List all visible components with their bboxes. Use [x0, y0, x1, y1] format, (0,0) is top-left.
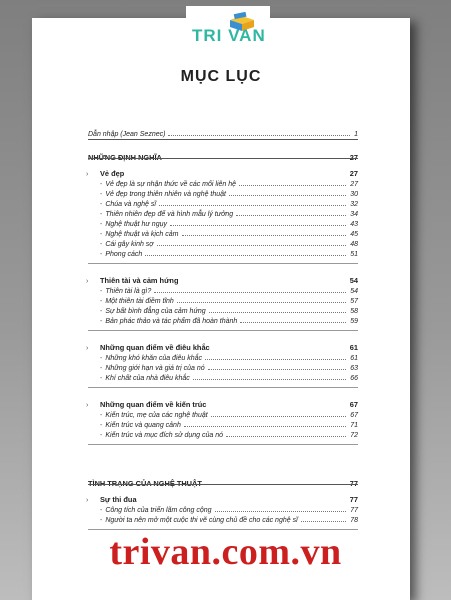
toc-item-label: Nghệ thuật hư ngụy	[105, 221, 167, 228]
dash-bullet: -	[100, 375, 103, 382]
leader-dots	[145, 255, 346, 256]
chevron-right-icon: ›	[86, 171, 89, 178]
dash-bullet: -	[100, 211, 103, 218]
dash-bullet: -	[100, 432, 103, 439]
toc-item-page: 67	[350, 412, 358, 419]
toc-section-page: 54	[349, 276, 358, 285]
leader-dots	[168, 135, 350, 136]
divider	[88, 158, 358, 159]
dash-bullet: -	[100, 201, 103, 208]
toc-item-label: Thiên nhiên đẹp để và hình mẫu lý tưởng	[105, 211, 234, 218]
toc-item[interactable]	[88, 517, 358, 524]
leader-dots	[154, 292, 346, 293]
toc-item-page: 59	[350, 318, 358, 325]
toc-section[interactable]	[88, 343, 358, 352]
toc-item-page: 57	[350, 298, 358, 305]
toc-item[interactable]	[88, 191, 358, 198]
toc-item-page: 71	[350, 422, 358, 429]
logo	[186, 6, 270, 48]
toc-section-label: Những quan điểm về điêu khắc	[100, 343, 210, 352]
leader-dots	[240, 322, 346, 323]
leader-dots	[177, 302, 346, 303]
toc-item[interactable]	[88, 201, 358, 208]
leader-dots	[182, 235, 347, 236]
leader-dots	[226, 436, 346, 437]
toc-item[interactable]	[88, 231, 358, 238]
dash-bullet: -	[100, 422, 103, 429]
toc-item-page: 66	[350, 375, 358, 382]
dash-bullet: -	[100, 241, 103, 248]
toc-item[interactable]	[88, 432, 358, 439]
dash-bullet: -	[100, 412, 103, 419]
divider	[88, 444, 358, 445]
toc-item-page: 58	[350, 308, 358, 315]
toc-item[interactable]	[88, 507, 358, 514]
toc-section-page: 77	[349, 495, 358, 504]
toc-item-page: 32	[350, 201, 358, 208]
divider	[88, 484, 358, 485]
toc-item-page: 78	[350, 517, 358, 524]
toc-item-page: 77	[350, 507, 358, 514]
toc-item-label: Kiến trúc và quang cảnh	[105, 422, 181, 429]
toc-item[interactable]	[88, 251, 358, 258]
toc-item-page: 54	[350, 288, 358, 295]
toc-item-label: Bản phác thảo và tác phẩm đã hoàn thành	[105, 318, 238, 325]
chevron-right-icon: ›	[86, 345, 89, 352]
toc-item[interactable]	[88, 298, 358, 305]
toc-item-label: Thiên tài là gì?	[105, 288, 152, 295]
toc-item-label: Phong cách	[105, 251, 143, 258]
toc-item-label: Một thiên tài điềm tĩnh	[105, 298, 174, 305]
toc-item-label: Sự bất bình đẳng của cảm hứng	[105, 308, 206, 315]
toc-section-page: 67	[349, 400, 358, 409]
toc-item[interactable]	[88, 375, 358, 382]
toc-item[interactable]	[88, 355, 358, 362]
dash-bullet: -	[100, 288, 103, 295]
toc-item-label: Vẻ đẹp là sự nhận thức về các mối liên hệ	[105, 181, 237, 188]
toc-item-page: 51	[350, 251, 358, 258]
toc-item-page: 30	[350, 191, 358, 198]
toc-section-label: Sự thi đua	[100, 495, 137, 504]
toc-part-heading-page: 77	[349, 479, 358, 488]
dash-bullet: -	[100, 181, 103, 188]
toc-item-label: Vẻ đẹp trong thiên nhiên và nghệ thuật	[105, 191, 226, 198]
toc-item-label: Cái gây kinh sợ	[105, 241, 154, 248]
toc-item-label: Công tích của triển lãm công cộng	[105, 507, 212, 514]
dash-bullet: -	[100, 517, 103, 524]
leader-dots	[236, 215, 346, 216]
dash-bullet: -	[100, 355, 103, 362]
toc-item-page: 27	[350, 181, 358, 188]
toc-item-page: 48	[350, 241, 358, 248]
toc-item-label: Những giới hạn và giá trị của nó	[105, 365, 205, 372]
chevron-right-icon: ›	[86, 278, 89, 285]
toc-intro-page: 1	[354, 131, 358, 138]
toc-item[interactable]	[88, 365, 358, 372]
leader-dots	[211, 416, 347, 417]
leader-dots	[170, 225, 346, 226]
toc-section[interactable]	[88, 276, 358, 285]
divider	[88, 387, 358, 388]
toc-item-page: 43	[350, 221, 358, 228]
toc-section-label: Những quan điểm về kiến trúc	[100, 400, 207, 409]
toc-item-label: Người ta nên mở một cuộc thi vẽ cùng chủ đề cho các nghệ sĩ	[105, 517, 298, 524]
toc-section-page: 27	[349, 169, 358, 178]
toc-item[interactable]	[88, 318, 358, 325]
dash-bullet: -	[100, 365, 103, 372]
leader-dots	[157, 245, 347, 246]
leader-dots	[239, 185, 346, 186]
divider	[88, 139, 358, 140]
toc-item[interactable]	[88, 241, 358, 248]
toc-section-label: Vẻ đẹp	[100, 169, 125, 178]
dash-bullet: -	[100, 318, 103, 325]
toc-intro[interactable]	[88, 131, 358, 138]
chevron-right-icon: ›	[86, 402, 89, 409]
leader-dots	[184, 426, 346, 427]
leader-dots	[193, 379, 346, 380]
toc-part-heading-page: 27	[349, 153, 358, 162]
watermark: trivan.com.vn	[109, 531, 342, 573]
toc-item-page: 34	[350, 211, 358, 218]
leader-dots	[301, 521, 347, 522]
toc-item[interactable]	[88, 412, 358, 419]
toc-item-page: 61	[350, 355, 358, 362]
toc-part-heading-label: NHỮNG ĐỊNH NGHĨA	[88, 153, 162, 162]
dash-bullet: -	[100, 191, 103, 198]
dash-bullet: -	[100, 298, 103, 305]
page-title: MỤC LỤC	[180, 68, 262, 85]
leader-dots	[159, 205, 346, 206]
toc-item-page: 72	[350, 432, 358, 439]
leader-dots	[215, 511, 347, 512]
toc-item[interactable]	[88, 308, 358, 315]
toc-section[interactable]	[88, 169, 358, 178]
toc-section[interactable]	[88, 400, 358, 409]
toc-section[interactable]	[88, 495, 358, 504]
toc-item-label: Chúa và nghệ sĩ	[105, 201, 156, 208]
toc-item[interactable]	[88, 221, 358, 228]
toc-part-heading-label: TÌNH TRẠNG CỦA NGHỆ THUẬT	[88, 479, 202, 488]
dash-bullet: -	[100, 221, 103, 228]
dash-bullet: -	[100, 507, 103, 514]
leader-dots	[205, 359, 346, 360]
toc-section-page: 61	[349, 343, 358, 352]
toc-item[interactable]	[88, 288, 358, 295]
dash-bullet: -	[100, 251, 103, 258]
toc-item[interactable]	[88, 181, 358, 188]
dash-bullet: -	[100, 308, 103, 315]
toc-intro-label: Dẫn nhập (Jean Seznec)	[88, 131, 166, 138]
leader-dots	[208, 369, 347, 370]
toc-item-label: Khí chất của nhà điêu khắc	[105, 375, 190, 382]
divider	[88, 263, 358, 264]
toc-item-page: 45	[350, 231, 358, 238]
leader-dots	[209, 312, 347, 313]
toc-item-label: Kiến trúc và mục đích sử dụng của nó	[105, 432, 224, 439]
toc-item-label: Những khó khăn của điêu khắc	[105, 355, 203, 362]
logo-text: TRI VAN	[192, 26, 266, 45]
toc-item[interactable]	[88, 211, 358, 218]
toc-item[interactable]	[88, 422, 358, 429]
toc-item-page: 63	[350, 365, 358, 372]
leader-dots	[229, 195, 346, 196]
toc-section-label: Thiên tài và cảm hứng	[100, 276, 179, 285]
toc-item-label: Kiến trúc, mẹ của các nghệ thuật	[105, 412, 208, 419]
toc-item-label: Nghệ thuật và kịch cảm	[105, 231, 179, 238]
dash-bullet: -	[100, 231, 103, 238]
divider	[88, 330, 358, 331]
chevron-right-icon: ›	[86, 497, 89, 504]
